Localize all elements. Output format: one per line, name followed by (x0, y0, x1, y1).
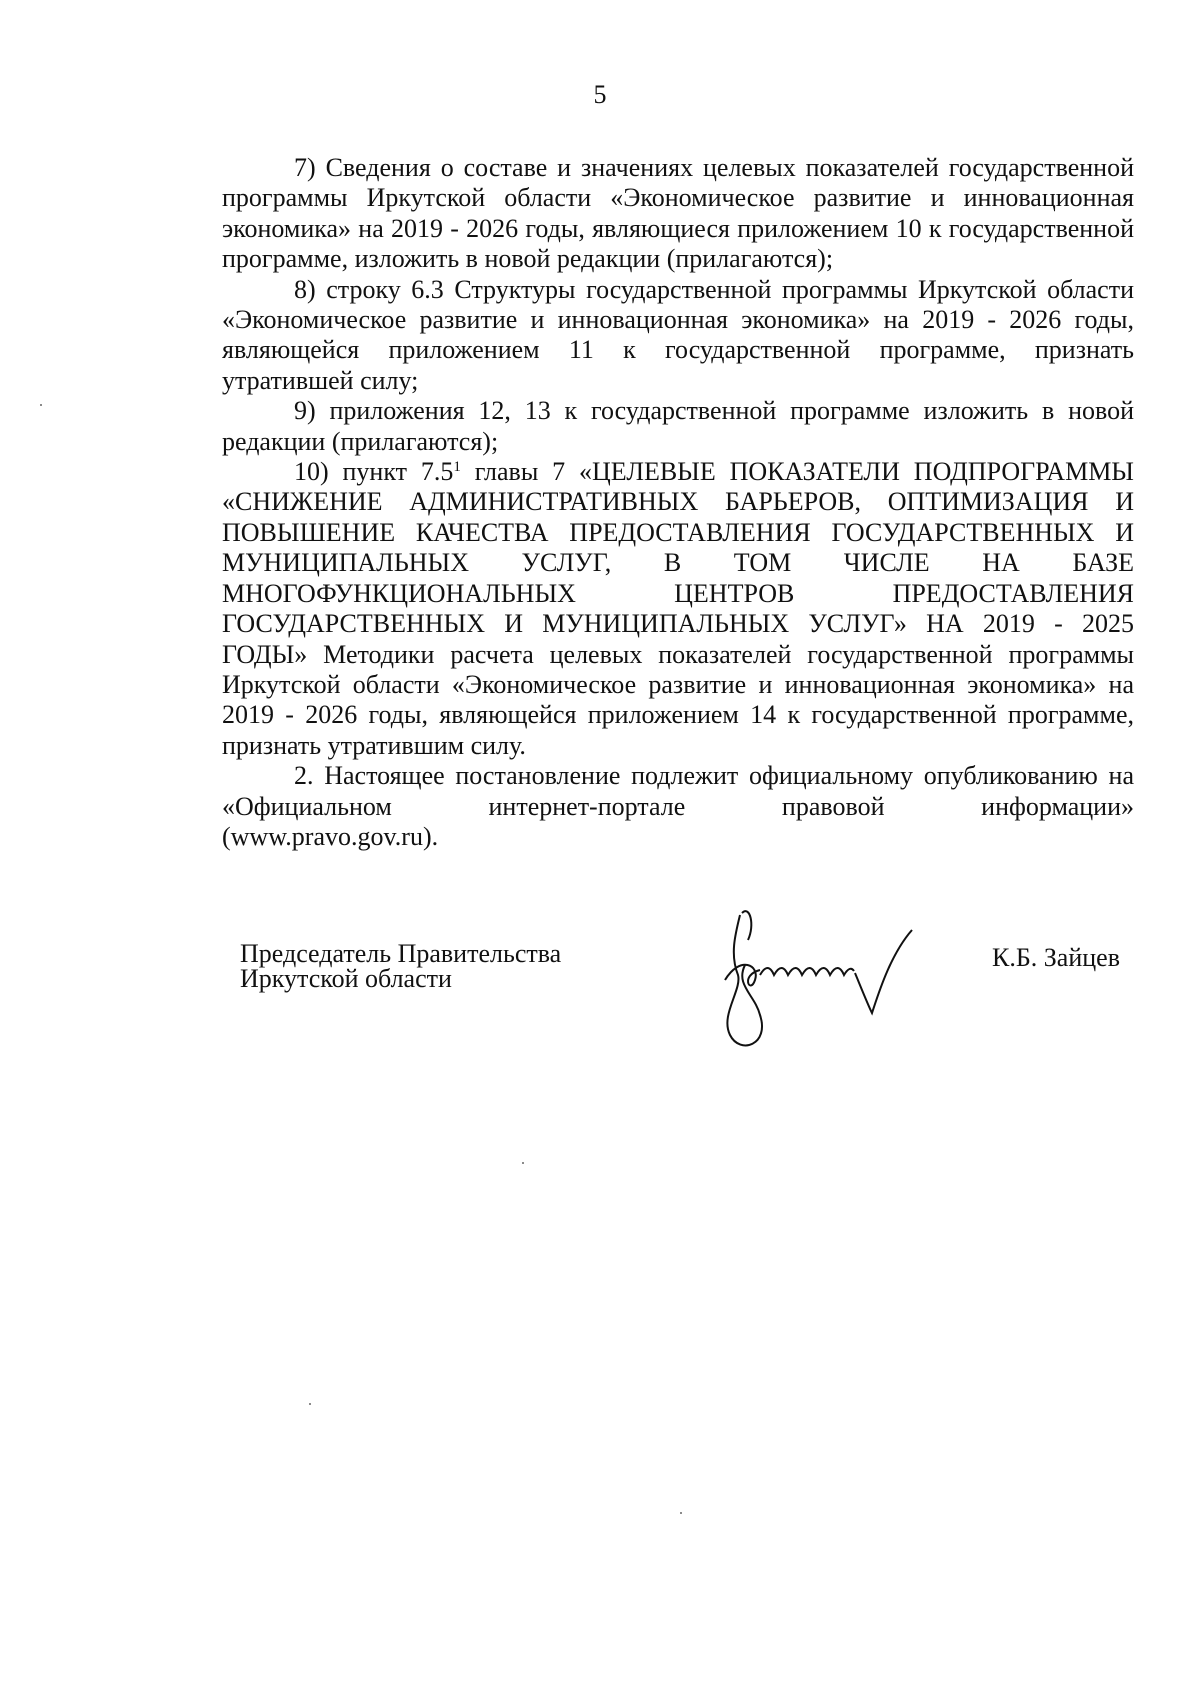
signatory-title-line-2: Иркутской области (240, 964, 452, 993)
paragraph-item-9: 9) приложения 12, 13 к государственной программе изложить в новой редакции (прилагаются); (222, 396, 1134, 456)
document-body (222, 153, 1134, 852)
scan-speck (40, 404, 42, 406)
paragraph-item-7: 7) Сведения о составе и значениях целевых показателей государственной программы Иркутской области «Экономическое развитие и инновационная экономика» на 2019 - 2026 годы, являющиеся приложением 10 к государственной программе, изложить в новой редакции (прилагаются); (222, 153, 1134, 274)
page-number: 5 (593, 80, 607, 109)
scan-speck (309, 1403, 311, 1405)
item-10-text: главы 7 «ЦЕЛЕВЫЕ ПОКАЗАТЕЛИ ПОДПРОГРАММЫ «СНИЖЕНИЕ АДМИНИСТРАТИВНЫХ БАРЬЕРОВ, ОПТИМИЗАЦИЯ И ПОВЫШЕНИЕ КАЧЕСТВА ПРЕДОСТАВЛЕНИЯ ГОСУДАРСТВЕННЫХ И МУНИЦИПАЛЬНЫХ УСЛУГ, В ТОМ ЧИСЛЕ НА БАЗЕ МНОГОФУНКЦИОНАЛЬНЫХ ЦЕНТРОВ ПРЕДОСТАВЛЕНИЯ ГОСУДАРСТВЕННЫХ И МУНИЦИПАЛЬНЫХ УСЛУГ» НА 2019 - 2025 ГОДЫ» Методики расчета целевых показателей государственной программы Иркутской области «Экономическое развитие и инновационная экономика» на 2019 - 2026 годы, являющейся приложением 14 к государственной программе, признать утратившим силу. (222, 457, 1134, 760)
paragraph-item-8: 8) строку 6.3 Структуры государственной программы Иркутской области «Экономическое развитие и инновационная экономика» на 2019 - 2026 годы, являющейся приложением 11 к государственной программе, признать утратившей силу; (222, 274, 1134, 395)
signatory-title (240, 941, 561, 991)
item-10-prefix: 10) пункт 7.5 (294, 457, 454, 487)
handwritten-signature (700, 895, 960, 1055)
scan-speck (680, 1512, 682, 1514)
paragraph-item-10 (222, 457, 1134, 761)
scan-speck (522, 1162, 524, 1164)
signatory-title-line-1: Председатель Правительства (240, 939, 562, 968)
paragraph-2-url: (www.pravo.gov.ru). (222, 821, 439, 851)
signatory-name: К.Б. Зайцев (992, 943, 1120, 972)
paragraph-2: 2. Настоящее постановление подлежит официальному опубликованию на «Официальном интернет-портале правовой информации» (222, 761, 1134, 821)
item-10-superscript: 1 (453, 459, 461, 476)
